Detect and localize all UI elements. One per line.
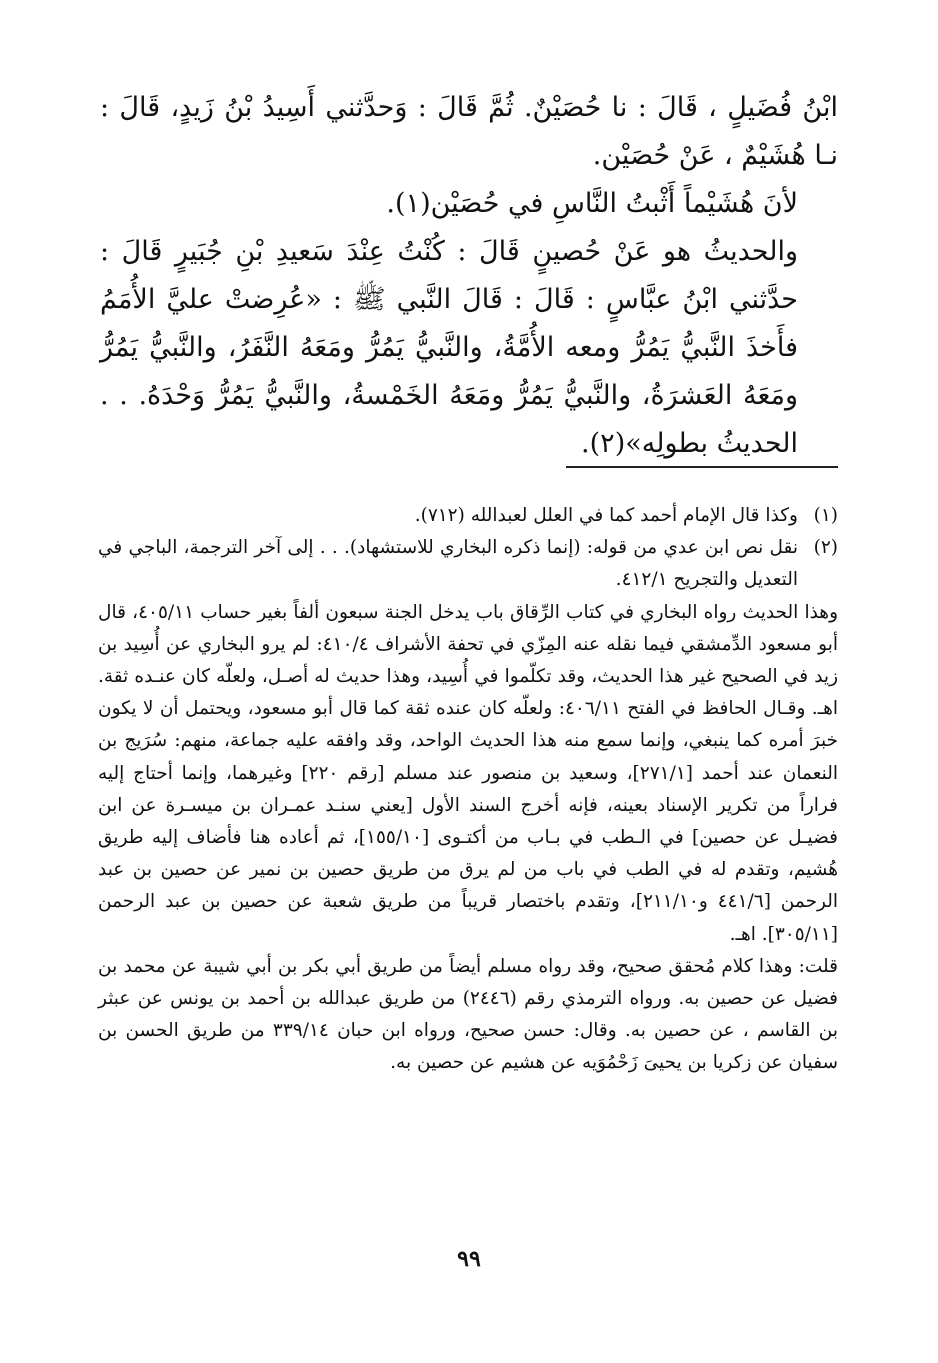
footnote-number: (١) xyxy=(813,505,838,526)
footnote-continuation-2: قلت: وهذا كلام مُحقق صحيح، وقد رواه مسلم أيضاً من طريق أبي بكر بن أبي شيبة عن محمد بن فضيل عن حصين به. ورواه الترمذي رقم (٢٤٤٦) من طريق عبدالله بن أحمد بن يونس عن عبثر بن القاسم ، عن حصين به. وقال: حسن صحيح، ورواه ابن حبان ٣٣٩/١٤ من طريق الحسن بن سفيان عن زكريا بن يحيىَ زَحْمُوَيه عن هشيم عن حصين به. xyxy=(98,955,838,1074)
footnote-number: (٢) xyxy=(813,537,838,559)
footnote-separator xyxy=(566,466,838,468)
main-paragraph-3: والحديثُ هو عَنْ حُصينٍ قَالَ : كُنْتُ عِنْدَ سَعيدِ بْنِ جُبَيرٍ قَالَ : حدَّثني ابْنُ عبَّاسٍ : قَالَ : قَالَ النَّبي ﷺ : «عُرِضتْ عليَّ الأُمَمُ فأَخذَ النَّبيُّ يَمُرُّ ومعه الأُمَّةُ، والنَّبيُّ يَمُرُّ ومَعَهُ النَّفَرُ، والنَّبيُّ يَمُرُّ ومَعَهُ العَشرَةُ، والنَّبيُّ يَمُرُّ ومَعَهُ الخَمْسةُ، والنَّبيُّ يَمُرُّ وَحْدَهُ. . . الحديثُ بطولِه»(٢). xyxy=(100,236,798,459)
footnote-text: وكذا قال الإمام أحمد كما في العلل لعبدالله (٧١٢). xyxy=(414,505,798,526)
footnote-text: نقل نص ابن عدي من قوله: (إنما ذكره البخاري للاستشهاد). . . إلى آخر الترجمة، الباجي في التعديل والتجريح ٤١٢/١. xyxy=(98,537,798,591)
footnote-1 xyxy=(98,500,838,532)
main-text xyxy=(100,84,838,468)
footnotes xyxy=(98,500,838,1080)
footnote-continuation-1: وهذا الحديث رواه البخاري في كتاب الرِّقاق باب يدخل الجنة سبعون ألفاً بغير حساب ٤٠٥/١١، قال أبو مسعود الدِّمشقي فيما نقله عنه المِزّي في تحفة الأشراف ٤١٠/٤: لم يرو البخاري عن أُسِيد بن زيد في الصحيح غير هذا الحديث، وقد تكلّموا في أُسِيد، وهذا حديث له أصـل، ولعلّه كان عنـده ثقة. اهـ. وقـال الحافظ في الفتح ٤٠٦/١١: ولعلّه كان عنده ثقة كما قال أبو مسعود، ويحتمل أن لا يكون خبرَ أمره كما ينبغي، وإنما سمع منه هذا الحديث الواحد، وقد وافقه عليه جماعة، منهم: سُرَيج بن النعمان عند أحمد [٢٧١/١]، وسعيد بن منصور عند مسلم [رقم ٢٢٠] وغيرهما، وإنما أحتاج إليه فراراً من تكرير الإسناد بعينه، فإنه أخرج السند الأول [يعني سنـد عمـران بن ميسـرة عن ابن فضيـل عن حصين] في الـطب في بـاب من أكتـوى [١٥٥/١٠]، ثم أعاده هنا فأضاف إليه طريق هُشيم، وتقدم له في الطب في باب من لم يرق من طريق حصين بن نمير عن حصين بن عبد الرحمن [٤٤١/٦ و٢١١/١٠]، وتقدم باختصار قريباً من طريق شعبة عن حصين بن عبد الرحمن [٣٠٥/١١]. اهـ. xyxy=(98,601,838,945)
main-paragraph-2: لأنَ هُشَيْماً أَثْبتُ النَّاسِ في حُصَيْن(١). xyxy=(386,188,798,219)
page-number: ٩٩ xyxy=(457,1246,481,1272)
main-paragraph-1: ابْنُ فُضَيلٍ ، قَالَ : نا حُصَيْنٌ. ثُمَّ قَالَ : وَحدَّثني أَسِيدُ بْنُ زَيدٍ، قَالَ : نـا هُشَيْمٌ ، عَنْ حُصَيْن. xyxy=(100,92,838,171)
footnote-2 xyxy=(98,532,838,596)
